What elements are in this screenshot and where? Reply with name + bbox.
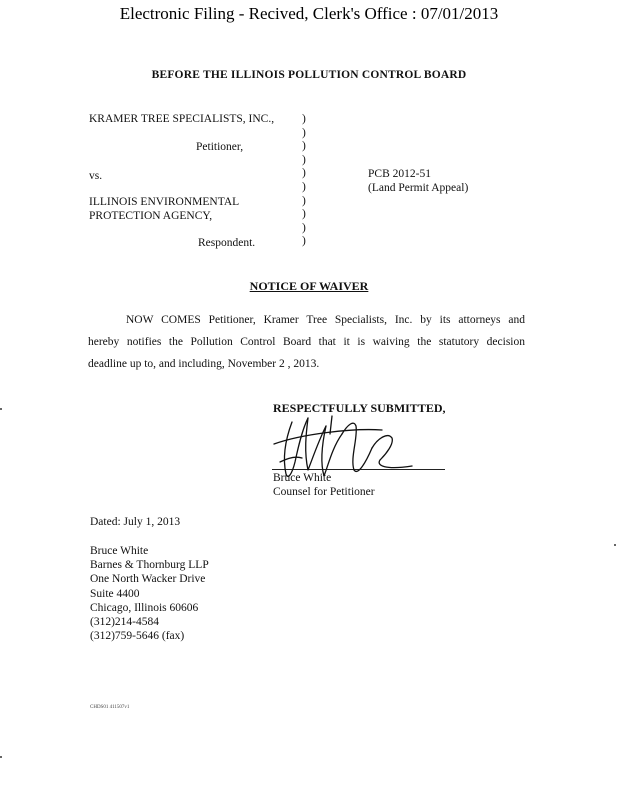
- scan-speck: [0, 756, 2, 758]
- electronic-filing-stamp: Electronic Filing - Recived, Clerk's Office : 07/01/2013: [119, 4, 499, 23]
- body-line: deadline up to, and including, November 2 , 2013.: [88, 358, 320, 370]
- document-id-code: CHDS01 411507v1: [90, 705, 130, 710]
- paren: ): [302, 221, 306, 234]
- caption-parentheses: [302, 113, 306, 249]
- dated-line: Dated: July 1, 2013: [90, 516, 181, 528]
- signer-title: Counsel for Petitioner: [273, 486, 375, 498]
- paren: ): [302, 208, 306, 221]
- scan-speck: [614, 544, 616, 546]
- signer-name: Bruce White: [273, 472, 332, 484]
- scan-speck: [0, 408, 2, 410]
- address-line: (312)214-4584: [90, 616, 159, 629]
- body-line: NOW COMES Petitioner, Kramer Tree Specialists, Inc. by its attorneys and: [126, 314, 525, 326]
- respondent-role: Respondent.: [198, 237, 256, 249]
- respondent-name-line2: PROTECTION AGENCY,: [89, 210, 213, 222]
- closing-line: RESPECTFULLY SUBMITTED,: [273, 401, 446, 415]
- paren: ): [302, 194, 306, 207]
- paren: ): [302, 113, 306, 125]
- paren: ): [302, 153, 306, 166]
- notice-title: NOTICE OF WAIVER: [249, 279, 369, 293]
- address-line: (312)759-5646 (fax): [90, 630, 185, 643]
- address-line: Barnes & Thornburg LLP: [90, 559, 209, 572]
- notice-body: [88, 309, 525, 375]
- respondent-name-line1: ILLINOIS ENVIRONMENTAL: [89, 196, 240, 208]
- attorney-address: [90, 544, 209, 643]
- address-line: Chicago, Illinois 60606: [90, 601, 199, 614]
- petitioner-name: KRAMER TREE SPECIALISTS, INC.,: [89, 113, 275, 125]
- address-line: Bruce White: [90, 545, 149, 557]
- paren: ): [302, 235, 306, 248]
- address-line: One North Wacker Drive: [90, 573, 206, 586]
- petitioner-role: Petitioner,: [196, 141, 244, 153]
- versus-label: vs.: [89, 170, 103, 182]
- case-number: PCB 2012-51: [368, 168, 431, 180]
- body-line: hereby notifies the Pollution Control Board that it is waiving the statutory decision: [88, 336, 525, 348]
- paren: ): [302, 140, 306, 153]
- paren: ): [302, 167, 306, 180]
- paren: ): [302, 180, 306, 193]
- case-type: (Land Permit Appeal): [368, 182, 469, 194]
- address-line: Suite 4400: [90, 587, 140, 600]
- paren: ): [302, 126, 306, 139]
- board-title: BEFORE THE ILLINOIS POLLUTION CONTROL BOARD: [151, 69, 467, 81]
